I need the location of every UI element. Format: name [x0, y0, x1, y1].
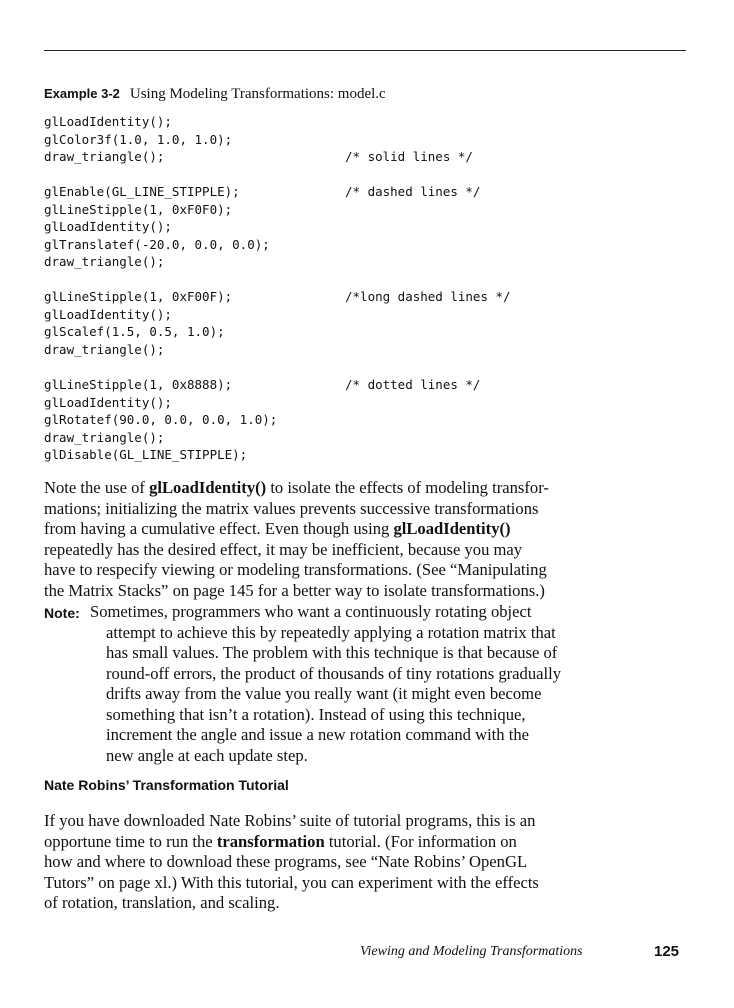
- code-text: glLoadIdentity();: [44, 114, 172, 129]
- paragraph-load-identity: [44, 478, 694, 601]
- text-run: opportune time to run the: [44, 831, 217, 851]
- code-line: [44, 201, 270, 219]
- text-run: tutorial. (For information on: [324, 831, 517, 851]
- code-comment: /* dashed lines */: [345, 184, 481, 199]
- code-block-long-dashed-lines: [44, 288, 511, 358]
- bold-term: transformation: [216, 831, 325, 851]
- note-line: new angle at each update step.: [106, 745, 308, 765]
- text-run: how and where to download these programs, see “Nate Robins’ OpenGL: [44, 852, 528, 871]
- text-line: [44, 893, 694, 914]
- code-text: glTranslatef(-20.0, 0.0, 0.0);: [44, 236, 270, 252]
- text-line: [44, 581, 694, 602]
- text-run: of rotation, translation, and scaling.: [44, 893, 280, 912]
- note-line: round-off errors, the product of thousands of tiny rotations gradually: [106, 663, 561, 683]
- text-line: [44, 832, 694, 853]
- example-title: Using Modeling Transformations: model.c: [129, 86, 386, 102]
- code-comment: /* dotted lines */: [345, 377, 481, 392]
- code-text: glLineStipple(1, 0xF0F0);: [44, 201, 233, 217]
- code-line: [44, 306, 232, 324]
- text-line: [44, 519, 694, 540]
- note-text: [90, 602, 561, 766]
- text-line: [44, 499, 694, 520]
- bold-term: glLoadIdentity(): [149, 478, 267, 497]
- text-line: [44, 560, 694, 581]
- text-run: to isolate the effects of modeling transfor-: [266, 478, 549, 497]
- paragraph-tutorial: [44, 811, 694, 914]
- code-text: draw_triangle();: [44, 341, 165, 357]
- text-run: from having a cumulative effect. Even though using: [44, 519, 394, 538]
- text-line: [44, 852, 694, 873]
- bold-term: glLoadIdentity(): [393, 519, 511, 538]
- section-heading: Nate Robins’ Transformation Tutorial: [44, 777, 289, 793]
- code-text: glScalef(1.5, 0.5, 1.0);: [44, 324, 225, 339]
- text-run: mations; initializing the matrix values prevents successive transformations: [44, 498, 539, 518]
- note-line: increment the angle and issue a new rotation command with the: [106, 725, 530, 744]
- code-comment: /*long dashed lines */: [345, 289, 511, 304]
- code-line: [44, 411, 277, 429]
- code-line: [44, 218, 270, 236]
- note-line: Sometimes, programmers who want a continuously rotating object: [90, 602, 532, 621]
- code-line: [44, 236, 270, 254]
- code-text: glEnable(GL_LINE_STIPPLE);: [44, 184, 240, 199]
- code-line: [44, 253, 270, 271]
- code-line: [44, 323, 232, 341]
- code-text: glLoadIdentity();: [44, 219, 172, 234]
- text-run: If you have downloaded Nate Robins’ suite of tutorial programs, this is an: [44, 811, 536, 830]
- note-line: has small values. The problem with this technique is that because of: [106, 643, 558, 662]
- code-text: glLineStipple(1, 0xF00F);: [44, 289, 233, 304]
- text-line: [44, 478, 694, 499]
- text-run: Note the use of: [44, 478, 150, 497]
- text-line: [44, 811, 694, 832]
- text-line: [44, 540, 694, 561]
- code-line: [44, 341, 232, 359]
- code-text: glDisable(GL_LINE_STIPPLE);: [44, 447, 248, 462]
- code-text: glColor3f(1.0, 1.0, 1.0);: [44, 131, 233, 147]
- code-text: draw_triangle();: [44, 149, 165, 164]
- code-line: [44, 148, 473, 166]
- code-block-dotted-lines: [44, 376, 481, 464]
- code-text: glLoadIdentity();: [44, 394, 172, 410]
- text-run: Tutors” on page xl.) With this tutorial, you can experiment with the effects: [44, 872, 539, 892]
- code-block-dashed-lines: [44, 183, 481, 271]
- code-text: glLineStipple(1, 0x8888);: [44, 377, 233, 392]
- code-text: glLoadIdentity();: [44, 306, 172, 322]
- code-line: [44, 131, 232, 149]
- code-text: draw_triangle();: [44, 254, 165, 269]
- text-run: the Matrix Stacks” on page 145 for a better way to isolate transformations.): [44, 580, 545, 600]
- note-label: Note:: [44, 605, 80, 621]
- code-block-solid-lines: [44, 113, 473, 166]
- code-line: [44, 446, 277, 464]
- text-line: [44, 873, 694, 894]
- code-text: draw_triangle();: [44, 429, 165, 445]
- code-line: [44, 429, 277, 447]
- example-caption: [44, 84, 386, 104]
- page-number: 125: [654, 943, 680, 960]
- note-line: drifts away from the value you really want (it might even become: [106, 684, 542, 703]
- code-line: [44, 113, 232, 131]
- note-line: attempt to achieve this by repeatedly applying a rotation matrix that: [106, 622, 556, 642]
- code-line: [44, 288, 511, 306]
- code-text: glRotatef(90.0, 0.0, 0.0, 1.0);: [44, 412, 278, 427]
- text-run: have to respecify viewing or modeling transformations. (See “Manipulating: [44, 560, 547, 579]
- note-line: something that isn’t a rotation). Instead of using this technique,: [106, 704, 526, 724]
- header-rule: [44, 50, 686, 51]
- text-run: repeatedly has the desired effect, it may be inefficient, because you may: [44, 539, 523, 559]
- code-line: [44, 394, 277, 412]
- example-label: Example 3-2: [44, 86, 120, 101]
- code-line: [44, 376, 481, 394]
- running-footer-title: Viewing and Modeling Transformations: [360, 944, 583, 959]
- code-comment: /* solid lines */: [345, 149, 473, 164]
- code-line: [44, 183, 481, 201]
